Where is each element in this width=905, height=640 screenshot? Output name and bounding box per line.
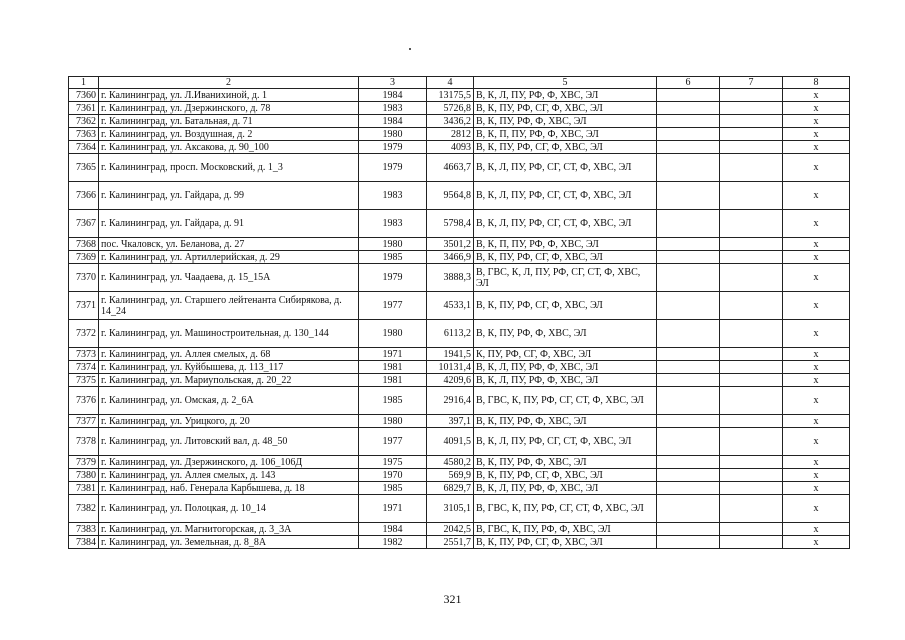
- row-area: 3888,3: [427, 264, 474, 292]
- row-area: 3436,2: [427, 115, 474, 128]
- row-mark: x: [783, 115, 850, 128]
- row-col-6: [657, 128, 720, 141]
- table-row: [69, 348, 850, 361]
- row-address: г. Калининград, ул. Старшего лейтенанта Сибирякова, д. 14_24: [99, 292, 359, 320]
- row-area: 4580,2: [427, 456, 474, 469]
- row-number: 7370: [69, 264, 99, 292]
- row-services: В, К, Л, ПУ, РФ, Ф, ХВС, ЭЛ: [474, 374, 657, 387]
- row-number: 7374: [69, 361, 99, 374]
- row-col-7: [720, 182, 783, 210]
- row-address: г. Калининград, ул. Дзержинского, д. 106_106Д: [99, 456, 359, 469]
- row-year: 1983: [359, 102, 427, 115]
- row-mark: x: [783, 102, 850, 115]
- row-mark: x: [783, 469, 850, 482]
- row-col-6: [657, 238, 720, 251]
- header-col-8: 8: [783, 77, 850, 89]
- row-number: 7375: [69, 374, 99, 387]
- row-col-6: [657, 141, 720, 154]
- row-col-6: [657, 523, 720, 536]
- row-address: г. Калининград, ул. Омская, д. 2_6А: [99, 387, 359, 415]
- row-year: 1980: [359, 320, 427, 348]
- table-row: [69, 374, 850, 387]
- header-col-5: 5: [474, 77, 657, 89]
- row-year: 1980: [359, 128, 427, 141]
- row-area: 397,1: [427, 415, 474, 428]
- row-services: В, ГВС, К, ПУ, РФ, СГ, СТ, Ф, ХВС, ЭЛ: [474, 387, 657, 415]
- row-number: 7360: [69, 89, 99, 102]
- table-row: [69, 320, 850, 348]
- table-row: [69, 115, 850, 128]
- row-year: 1971: [359, 495, 427, 523]
- row-year: 1985: [359, 387, 427, 415]
- row-address: г. Калининград, ул. Куйбышева, д. 113_117: [99, 361, 359, 374]
- row-mark: x: [783, 536, 850, 549]
- table-row: [69, 456, 850, 469]
- header-col-4: 4: [427, 77, 474, 89]
- row-area: 2812: [427, 128, 474, 141]
- row-mark: x: [783, 154, 850, 182]
- table-row: [69, 495, 850, 523]
- row-area: 5798,4: [427, 210, 474, 238]
- row-area: 6113,2: [427, 320, 474, 348]
- table-row: [69, 469, 850, 482]
- row-area: 1941,5: [427, 348, 474, 361]
- row-services: В, К, Л, ПУ, РФ, Ф, ХВС, ЭЛ: [474, 89, 657, 102]
- table-row: [69, 182, 850, 210]
- row-mark: x: [783, 456, 850, 469]
- row-services: В, К, Л, ПУ, РФ, СГ, СТ, Ф, ХВС, ЭЛ: [474, 210, 657, 238]
- row-services: В, К, П, ПУ, РФ, Ф, ХВС, ЭЛ: [474, 238, 657, 251]
- row-number: 7364: [69, 141, 99, 154]
- row-col-7: [720, 456, 783, 469]
- row-services: В, К, Л, ПУ, РФ, Ф, ХВС, ЭЛ: [474, 361, 657, 374]
- row-area: 5726,8: [427, 102, 474, 115]
- row-services: В, ГВС, К, Л, ПУ, РФ, СГ, СТ, Ф, ХВС, ЭЛ: [474, 264, 657, 292]
- table-row: [69, 102, 850, 115]
- row-col-6: [657, 348, 720, 361]
- row-area: 6829,7: [427, 482, 474, 495]
- row-col-7: [720, 264, 783, 292]
- row-services: В, К, ПУ, РФ, СГ, Ф, ХВС, ЭЛ: [474, 536, 657, 549]
- row-year: 1970: [359, 469, 427, 482]
- row-address: г. Калининград, ул. Гайдара, д. 91: [99, 210, 359, 238]
- row-number: 7366: [69, 182, 99, 210]
- row-services: В, К, П, ПУ, РФ, Ф, ХВС, ЭЛ: [474, 128, 657, 141]
- row-address: г. Калининград, ул. Дзержинского, д. 78: [99, 102, 359, 115]
- row-year: 1982: [359, 536, 427, 549]
- row-number: 7384: [69, 536, 99, 549]
- row-col-7: [720, 292, 783, 320]
- row-year: 1981: [359, 374, 427, 387]
- row-col-7: [720, 428, 783, 456]
- row-year: 1977: [359, 428, 427, 456]
- row-col-6: [657, 361, 720, 374]
- row-area: 569,9: [427, 469, 474, 482]
- row-col-7: [720, 415, 783, 428]
- row-col-6: [657, 210, 720, 238]
- row-col-6: [657, 264, 720, 292]
- row-mark: x: [783, 210, 850, 238]
- row-area: 4093: [427, 141, 474, 154]
- row-col-6: [657, 469, 720, 482]
- row-mark: x: [783, 182, 850, 210]
- row-mark: x: [783, 89, 850, 102]
- row-col-7: [720, 251, 783, 264]
- row-address: г. Калининград, ул. Л.Иванихиной, д. 1: [99, 89, 359, 102]
- row-col-7: [720, 387, 783, 415]
- row-mark: x: [783, 251, 850, 264]
- row-area: 2042,5: [427, 523, 474, 536]
- row-area: 4091,5: [427, 428, 474, 456]
- row-mark: x: [783, 374, 850, 387]
- row-mark: x: [783, 128, 850, 141]
- header-col-3: 3: [359, 77, 427, 89]
- table-row: [69, 428, 850, 456]
- row-services: В, К, ПУ, РФ, Ф, ХВС, ЭЛ: [474, 320, 657, 348]
- row-col-7: [720, 523, 783, 536]
- row-year: 1981: [359, 361, 427, 374]
- row-services: В, К, ПУ, РФ, СГ, Ф, ХВС, ЭЛ: [474, 141, 657, 154]
- row-address: г. Калининград, ул. Батальная, д. 71: [99, 115, 359, 128]
- row-mark: x: [783, 387, 850, 415]
- row-year: 1985: [359, 482, 427, 495]
- row-mark: x: [783, 415, 850, 428]
- row-area: 2916,4: [427, 387, 474, 415]
- page-number: 321: [443, 592, 462, 606]
- row-number: 7371: [69, 292, 99, 320]
- row-mark: x: [783, 238, 850, 251]
- row-col-6: [657, 428, 720, 456]
- table-row: [69, 251, 850, 264]
- row-mark: x: [783, 264, 850, 292]
- row-number: 7372: [69, 320, 99, 348]
- row-area: 13175,5: [427, 89, 474, 102]
- row-address: г. Калининград, наб. Генерала Карбышева, д. 18: [99, 482, 359, 495]
- table-row: [69, 154, 850, 182]
- row-number: 7365: [69, 154, 99, 182]
- table-row: [69, 264, 850, 292]
- row-col-6: [657, 456, 720, 469]
- row-year: 1971: [359, 348, 427, 361]
- row-col-6: [657, 251, 720, 264]
- row-number: 7361: [69, 102, 99, 115]
- table-row: [69, 238, 850, 251]
- row-col-7: [720, 238, 783, 251]
- header-col-6: 6: [657, 77, 720, 89]
- row-services: В, К, ПУ, РФ, Ф, ХВС, ЭЛ: [474, 415, 657, 428]
- row-number: 7369: [69, 251, 99, 264]
- row-services: В, К, Л, ПУ, РФ, Ф, ХВС, ЭЛ: [474, 482, 657, 495]
- row-col-6: [657, 495, 720, 523]
- row-col-6: [657, 89, 720, 102]
- table-row: [69, 128, 850, 141]
- row-services: В, К, ПУ, РФ, СГ, Ф, ХВС, ЭЛ: [474, 469, 657, 482]
- row-number: 7377: [69, 415, 99, 428]
- row-col-6: [657, 292, 720, 320]
- row-col-7: [720, 210, 783, 238]
- row-address: г. Калининград, ул. Чаадаева, д. 15_15А: [99, 264, 359, 292]
- row-number: 7363: [69, 128, 99, 141]
- table-row: [69, 536, 850, 549]
- row-number: 7380: [69, 469, 99, 482]
- row-area: 4533,1: [427, 292, 474, 320]
- row-mark: x: [783, 141, 850, 154]
- row-mark: x: [783, 428, 850, 456]
- row-number: 7381: [69, 482, 99, 495]
- row-year: 1977: [359, 292, 427, 320]
- row-services: В, К, ПУ, РФ, СГ, Ф, ХВС, ЭЛ: [474, 251, 657, 264]
- row-col-7: [720, 89, 783, 102]
- row-address: г. Калининград, ул. Мариупольская, д. 20_22: [99, 374, 359, 387]
- table-row: [69, 89, 850, 102]
- row-mark: x: [783, 320, 850, 348]
- buildings-table: [68, 76, 850, 549]
- row-col-6: [657, 115, 720, 128]
- row-year: 1983: [359, 210, 427, 238]
- row-mark: x: [783, 523, 850, 536]
- row-col-6: [657, 387, 720, 415]
- row-address: г. Калининград, ул. Урицкого, д. 20: [99, 415, 359, 428]
- row-col-6: [657, 374, 720, 387]
- table-row: [69, 210, 850, 238]
- row-number: 7383: [69, 523, 99, 536]
- row-col-6: [657, 482, 720, 495]
- row-col-7: [720, 154, 783, 182]
- row-number: 7376: [69, 387, 99, 415]
- header-col-2: 2: [99, 77, 359, 89]
- row-services: В, К, Л, ПУ, РФ, СГ, СТ, Ф, ХВС, ЭЛ: [474, 182, 657, 210]
- row-col-7: [720, 482, 783, 495]
- table-row: [69, 523, 850, 536]
- table-row: [69, 415, 850, 428]
- row-year: 1985: [359, 251, 427, 264]
- row-col-7: [720, 320, 783, 348]
- row-services: В, К, ПУ, РФ, СГ, Ф, ХВС, ЭЛ: [474, 292, 657, 320]
- row-col-6: [657, 320, 720, 348]
- row-services: В, К, ПУ, РФ, Ф, ХВС, ЭЛ: [474, 115, 657, 128]
- row-year: 1979: [359, 141, 427, 154]
- row-area: 9564,8: [427, 182, 474, 210]
- row-services: В, ГВС, К, ПУ, РФ, СГ, СТ, Ф, ХВС, ЭЛ: [474, 495, 657, 523]
- row-number: 7362: [69, 115, 99, 128]
- row-col-7: [720, 374, 783, 387]
- table-row: [69, 361, 850, 374]
- row-year: 1975: [359, 456, 427, 469]
- row-col-7: [720, 536, 783, 549]
- row-area: 4209,6: [427, 374, 474, 387]
- row-mark: x: [783, 348, 850, 361]
- row-col-6: [657, 154, 720, 182]
- row-services: В, К, Л, ПУ, РФ, СГ, СТ, Ф, ХВС, ЭЛ: [474, 428, 657, 456]
- row-year: 1980: [359, 415, 427, 428]
- row-col-6: [657, 415, 720, 428]
- row-services: В, К, ПУ, РФ, СГ, Ф, ХВС, ЭЛ: [474, 102, 657, 115]
- row-col-7: [720, 495, 783, 523]
- row-area: 3105,1: [427, 495, 474, 523]
- row-address: г. Калининград, ул. Аксакова, д. 90_100: [99, 141, 359, 154]
- row-address: г. Калининград, ул. Магнитогорская, д. 3_3А: [99, 523, 359, 536]
- row-year: 1984: [359, 523, 427, 536]
- row-address: г. Калининград, ул. Машиностроительная, д. 130_144: [99, 320, 359, 348]
- table-header-row: [69, 77, 850, 89]
- row-address: г. Калининград, ул. Литовский вал, д. 48_50: [99, 428, 359, 456]
- row-year: 1979: [359, 264, 427, 292]
- row-address: г. Калининград, ул. Гайдара, д. 99: [99, 182, 359, 210]
- row-services: В, К, ПУ, РФ, Ф, ХВС, ЭЛ: [474, 456, 657, 469]
- row-address: г. Калининград, ул. Земельная, д. 8_8А: [99, 536, 359, 549]
- row-mark: x: [783, 495, 850, 523]
- row-col-7: [720, 115, 783, 128]
- row-col-7: [720, 102, 783, 115]
- row-number: 7378: [69, 428, 99, 456]
- row-col-7: [720, 361, 783, 374]
- row-col-7: [720, 141, 783, 154]
- row-col-7: [720, 128, 783, 141]
- row-year: 1983: [359, 182, 427, 210]
- row-mark: x: [783, 361, 850, 374]
- table-row: [69, 482, 850, 495]
- row-year: 1979: [359, 154, 427, 182]
- row-address: г. Калининград, ул. Воздушная, д. 2: [99, 128, 359, 141]
- row-area: 3501,2: [427, 238, 474, 251]
- row-col-6: [657, 102, 720, 115]
- row-col-6: [657, 536, 720, 549]
- row-year: 1980: [359, 238, 427, 251]
- row-number: 7368: [69, 238, 99, 251]
- row-address: пос. Чкаловск, ул. Беланова, д. 27: [99, 238, 359, 251]
- row-mark: x: [783, 292, 850, 320]
- row-area: 3466,9: [427, 251, 474, 264]
- row-services: В, ГВС, К, ПУ, РФ, Ф, ХВС, ЭЛ: [474, 523, 657, 536]
- row-address: г. Калининград, ул. Аллея смелых, д. 143: [99, 469, 359, 482]
- row-number: 7367: [69, 210, 99, 238]
- row-col-6: [657, 182, 720, 210]
- table-row: [69, 141, 850, 154]
- table-row: [69, 292, 850, 320]
- row-services: В, К, Л, ПУ, РФ, СГ, СТ, Ф, ХВС, ЭЛ: [474, 154, 657, 182]
- row-mark: x: [783, 482, 850, 495]
- row-area: 4663,7: [427, 154, 474, 182]
- row-col-7: [720, 348, 783, 361]
- header-col-1: 1: [69, 77, 99, 89]
- row-area: 2551,7: [427, 536, 474, 549]
- row-col-7: [720, 469, 783, 482]
- scan-dot: [409, 48, 411, 50]
- row-address: г. Калининград, ул. Артиллерийская, д. 29: [99, 251, 359, 264]
- row-number: 7379: [69, 456, 99, 469]
- row-number: 7373: [69, 348, 99, 361]
- header-col-7: 7: [720, 77, 783, 89]
- row-address: г. Калининград, просп. Московский, д. 1_3: [99, 154, 359, 182]
- row-services: К, ПУ, РФ, СГ, Ф, ХВС, ЭЛ: [474, 348, 657, 361]
- row-address: г. Калининград, ул. Полоцкая, д. 10_14: [99, 495, 359, 523]
- row-year: 1984: [359, 115, 427, 128]
- row-number: 7382: [69, 495, 99, 523]
- row-year: 1984: [359, 89, 427, 102]
- row-area: 10131,4: [427, 361, 474, 374]
- row-address: г. Калининград, ул. Аллея смелых, д. 68: [99, 348, 359, 361]
- table-row: [69, 387, 850, 415]
